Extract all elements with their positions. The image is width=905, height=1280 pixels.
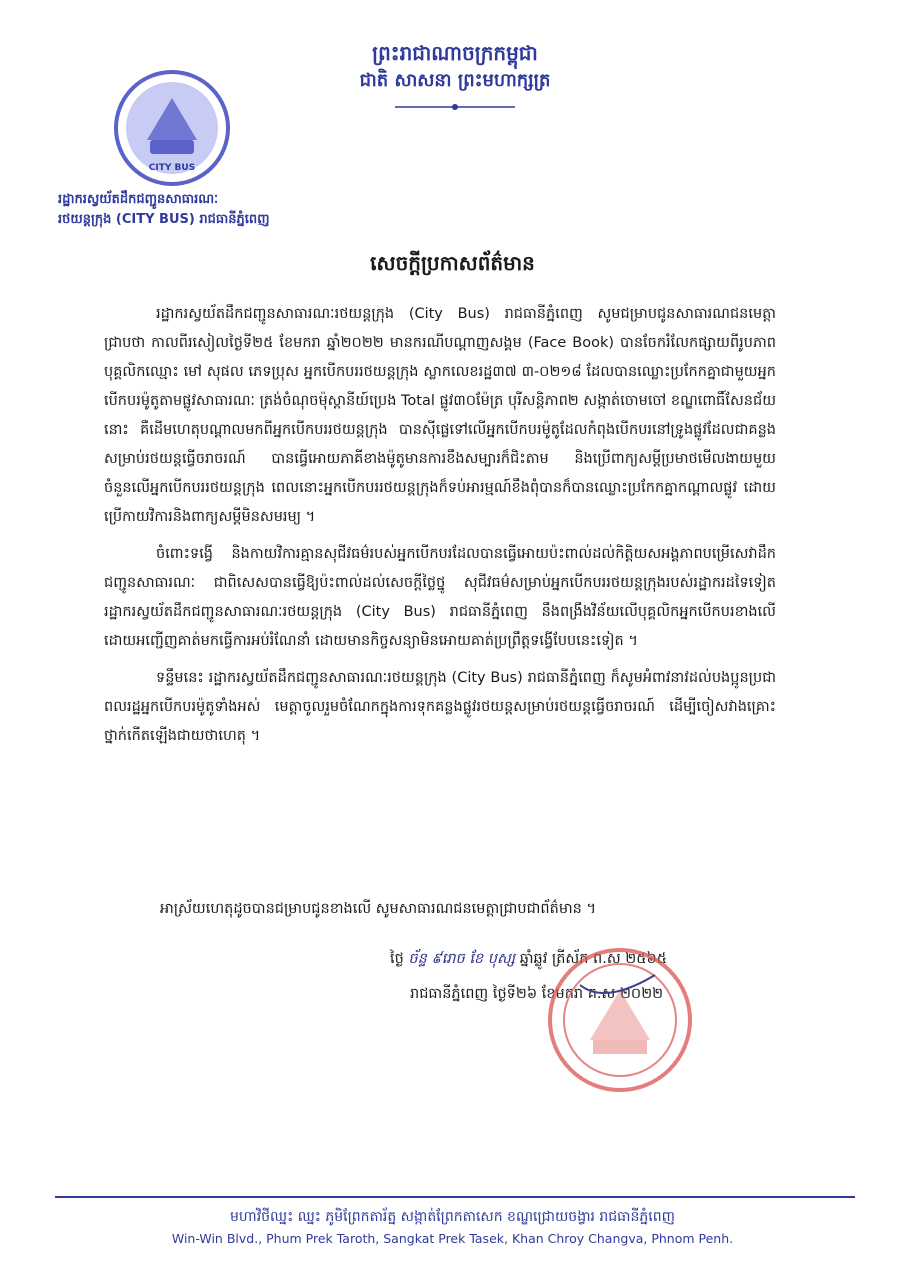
official-seal-icon bbox=[545, 945, 695, 1095]
logo-caption: CITY BUS bbox=[148, 163, 196, 173]
footer-address-kh: មហាវិថីឈ្នះ ឈ្នះ ភូមិព្រែកតារ័ត្ន សង្កាត់ព្រែកតាសេក ខណ្ឌជ្រោយចង្វារ រាជធានីភ្នំពេញ bbox=[230, 1209, 675, 1225]
org-line-2: រថយន្តក្រុង (CITY BUS) រាជធានីភ្នំពេញ bbox=[58, 212, 270, 227]
solar-date: រាជធានីភ្នំពេញ ថ្ងៃទី២៦ ខែមករា គ.ស ២០២២ bbox=[410, 986, 664, 1002]
document-body bbox=[104, 300, 776, 759]
closing-line: អាស្រ័យហេតុដូចបានជម្រាបជូនខាងលើ សូមសាធារណជនមេត្តាជ្រាបជាព័ត៌មាន ។ bbox=[160, 901, 597, 917]
divider-ornament-icon bbox=[395, 102, 515, 112]
org-line-1: រដ្ឋាករស្វយ័តដឹកជញ្ជូនសាធារណៈ bbox=[58, 192, 219, 207]
kingdom-motto: ជាតិ សាសនា ព្រះមហាក្សត្រ bbox=[359, 70, 551, 91]
paragraph-1: រដ្ឋាករស្វយ័តដឹកជញ្ជូនសាធារណៈរថយន្តក្រុង (City Bus) រាជធានីភ្នំពេញ សូមជម្រាបជូនសាធារណជនមេត្តាជ្រាបថា កាលពីរសៀលថ្ងៃទី២៥ ខែមករា ឆ្នាំ២០២២ មានករណីបណ្តាញសង្គម (Face Book) បានចែករំលែកផ្សាយពីរូបភាពបុគ្គលិកឈ្មោះ មៅ សុផល ភេទប្រុស អ្នកបើកបររថយន្តក្រុង ស្លាកលេខរដ្ឋ៣៧ ៣-០២១៨ ដែលបានឈ្លោះប្រកែកគ្នាជាមួយអ្នកបើកបរម៉ូតូតាមផ្លូវសាធារណៈ ត្រង់ចំណុចម៉ុស្តានីយ៍ប្រេង Total ផ្លូវ៣០ម៉ែត្រ បុរីសន្តិភាព២ សង្កាត់ចោមចៅ ខណ្ឌពោធិ៍សែនជ័យ នោះ គឺដើមហេតុបណ្តាលមកពីអ្នកបើកបររថយន្តក្រុង បានស៊ីផ្លេទៅលើអ្នកបើកបរម៉ូតូដែលកំពុងបើកបរនៅទ្រូងផ្លូវដែលជាគន្លងសម្រាប់រថយន្តធ្វើចរាចរណ៍ បានធ្វើអោយភាគីខាងម៉ូតូមានការខឹងសម្បារក៏ជិះតាម និងប្រើពាក្យសម្តីប្រមាថមើលងាយមួយចំនួនលើអ្នកបើកបររថយន្តក្រុង ពេលនោះអ្នកបើកបររថយន្តក្រុងក៏ទប់អារម្មណ៍ខឹងពុំបានក៏បានឈ្លោះប្រកែកគ្នាកណ្តាលផ្លូវ ដោយប្រើកាយវិការនិងពាក្យសម្តីមិនសមរម្យ ។ bbox=[104, 306, 776, 525]
footer-address-en: Win-Win Blvd., Phum Prek Taroth, Sangkat Prek Tasek, Khan Chroy Changva, Phnom Penh. bbox=[171, 1231, 734, 1246]
lunar-date-prefix: ថ្ងៃ bbox=[390, 951, 404, 967]
paragraph-2: ចំពោះទង្វើ និងកាយវិការគ្មានសុជីវធម៌របស់អ្នកបើកបរដែលបានធ្វើអោយប៉ះពាល់ដល់កិត្តិយសអង្គភាពបម្រើសេវាដឹកជញ្ជូនសាធារណៈ ជាពិសេសបានធ្វើឱ្យប៉ះពាល់ដល់សេចក្តីថ្លៃថ្នូ សុជីវធម៌សម្រាប់អ្នកបើកបររថយន្តក្រុងរបស់រដ្ឋាករដទៃទៀត រដ្ឋាករស្វយ័តដឹកជញ្ជូនសាធារណៈរថយន្តក្រុង (City Bus) រាជធានីភ្នំពេញ នឹងពង្រឹងវិន័យលើបុគ្គលិកអ្នកបើកបរខាងលើ ដោយអញ្ជើញគាត់មកធ្វើការអប់រំណែនាំ ដោយមានកិច្ចសន្យាមិនអោយគាត់ប្រព្រឹត្តទង្វើបែបនេះទៀត ។ bbox=[104, 546, 776, 649]
paragraph-3: ទន្ទឹមនេះ រដ្ឋាករស្វយ័តដឹកជញ្ជូនសាធារណៈរថយន្តក្រុង (City Bus) រាជធានីភ្នំពេញ ក៏សូមអំពាវនាវដល់បងប្អូនប្រជាពលរដ្ឋអ្នកបើកបរម៉ូតូទាំងអស់ មេត្តាចូលរួមចំណែកក្នុងការទុកគន្លងផ្លូវរថយន្តសម្រាប់រថយន្តធ្វើចរាចរណ៍ ដើម្បីចៀសវាងគ្រោះថ្នាក់កើតឡើងជាយថាហេតុ ។ bbox=[104, 670, 776, 744]
kingdom-header bbox=[300, 40, 610, 116]
lunar-date-handwritten: ច័ន្ទ ៩រោច ខែ បុស្ស bbox=[408, 951, 516, 967]
document-title: សេចក្តីប្រកាសព័ត៌មាន bbox=[370, 251, 535, 275]
organization-name bbox=[58, 190, 308, 230]
footer bbox=[0, 1206, 905, 1250]
lunar-date-suffix: ឆ្នាំឆ្លូវ ត្រីស័ក ព.ស ២៥៦៥ bbox=[519, 951, 668, 967]
kingdom-title: ព្រះរាជាណាចក្រកម្ពុជា bbox=[372, 41, 538, 65]
city-bus-logo-icon bbox=[112, 68, 232, 188]
footer-divider bbox=[55, 1196, 855, 1198]
